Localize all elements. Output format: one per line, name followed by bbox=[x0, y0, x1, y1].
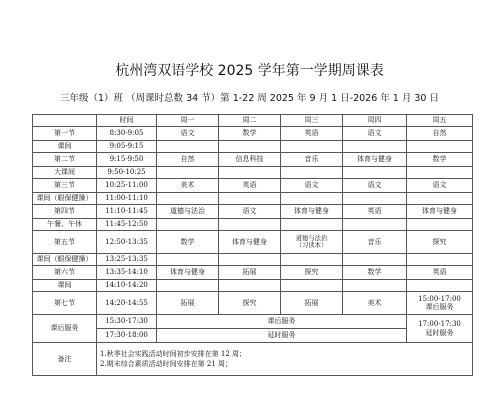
period-1-row bbox=[33, 127, 473, 141]
timetable bbox=[32, 114, 473, 376]
class-cell: 拓展 bbox=[281, 292, 343, 315]
period-3-row bbox=[33, 179, 473, 193]
period-label: 第一节 bbox=[33, 127, 97, 141]
header-fri: 周五 bbox=[407, 115, 473, 127]
break-label: 大课间 bbox=[33, 167, 97, 179]
break-time: 11:45-12:50 bbox=[97, 219, 157, 231]
class-cell: 音乐 bbox=[281, 153, 343, 167]
note-line: 2.期末综合素质活动时间安排在第 21 周； bbox=[100, 360, 233, 368]
period-time: 9:15-9:50 bbox=[97, 153, 157, 167]
break-label: 课间 bbox=[33, 141, 97, 153]
period-label: 第二节 bbox=[33, 153, 97, 167]
period-label: 第三节 bbox=[33, 179, 97, 193]
class-cell: 体育与健身 bbox=[281, 205, 343, 219]
break-label: 课间（眼保健操） bbox=[33, 254, 97, 266]
class-cell: 自然 bbox=[407, 127, 473, 141]
period-6-row bbox=[33, 266, 473, 280]
period-time: 10:25-11:00 bbox=[97, 179, 157, 193]
friday-after-school-cell bbox=[407, 292, 473, 315]
break-time: 9:05-9:15 bbox=[97, 141, 157, 153]
period-time: 8:30-9:05 bbox=[97, 127, 157, 141]
class-cell: 英语 bbox=[281, 127, 343, 141]
class-cell: 美术 bbox=[157, 179, 219, 193]
class-cell: 英语 bbox=[343, 205, 407, 219]
header-tue: 周二 bbox=[219, 115, 281, 127]
header-row bbox=[33, 115, 473, 127]
class-cell: 探究 bbox=[281, 266, 343, 280]
break-label: 课间（眼保健操） bbox=[33, 193, 97, 205]
eye-exercise-row bbox=[33, 193, 473, 205]
break-row bbox=[33, 141, 473, 153]
friday-extended-cell bbox=[407, 315, 473, 343]
break-label: 午餐、午休 bbox=[33, 219, 97, 231]
class-cell: 语文 bbox=[157, 127, 219, 141]
break-time: 11:00-11:10 bbox=[97, 193, 157, 205]
class-cell: 语文 bbox=[219, 205, 281, 219]
service-time: 17:30-18:00 bbox=[97, 329, 157, 343]
class-cell: 拓展 bbox=[157, 292, 219, 315]
notes-label: 备注 bbox=[33, 343, 97, 376]
class-cell: 信息科技 bbox=[219, 153, 281, 167]
period-4-row bbox=[33, 205, 473, 219]
class-cell: 语文 bbox=[343, 179, 407, 193]
period-label: 第四节 bbox=[33, 205, 97, 219]
class-cell: 自然 bbox=[157, 153, 219, 167]
class-cell: 英语 bbox=[407, 266, 473, 280]
break-label: 课间 bbox=[33, 280, 97, 292]
class-cell: 美术 bbox=[343, 292, 407, 315]
break-time: 14:10-14:20 bbox=[97, 280, 157, 292]
period-time: 13:35-14:10 bbox=[97, 266, 157, 280]
class-cell: 数学 bbox=[157, 231, 219, 254]
extended-service: 延时服务 bbox=[157, 329, 407, 343]
notes-content bbox=[97, 343, 473, 376]
period-7-row bbox=[33, 292, 473, 315]
class-cell: 体育与健身 bbox=[407, 205, 473, 219]
break-time: 13:25-13:35 bbox=[97, 254, 157, 266]
lunch-row bbox=[33, 219, 473, 231]
service-time: 15:30-17:30 bbox=[97, 315, 157, 329]
after-school-row bbox=[33, 315, 473, 329]
class-info: 三年级（1）班 （周课时总数 34 节）第 1-22 周 2025 年 9 月 1 日-2026 年 1 月 30 日 bbox=[59, 93, 439, 104]
break-row bbox=[33, 280, 473, 292]
header-corner bbox=[33, 115, 97, 127]
class-cell: 英语 bbox=[219, 179, 281, 193]
class-cell: 拓展 bbox=[219, 266, 281, 280]
period-5-row bbox=[33, 231, 473, 254]
class-cell: 语文 bbox=[407, 179, 473, 193]
class-cell: 体育与健身 bbox=[219, 231, 281, 254]
service-label: 课后服务 bbox=[425, 303, 454, 311]
class-cell: 数学 bbox=[343, 266, 407, 280]
class-cell: 语文 bbox=[343, 127, 407, 141]
period-label: 第五节 bbox=[33, 231, 97, 254]
class-cell: 探究 bbox=[407, 231, 473, 254]
page-title: 杭州湾双语学校 2025 学年第一学期周课表 bbox=[115, 63, 384, 79]
class-cell: 音乐 bbox=[343, 231, 407, 254]
service-label: 延时服务 bbox=[425, 328, 454, 337]
period-time: 12:50-13:35 bbox=[97, 231, 157, 254]
header-mon: 周一 bbox=[157, 115, 219, 127]
class-cell: 探究 bbox=[219, 292, 281, 315]
header-time: 时间 bbox=[97, 115, 157, 127]
period-label: 第七节 bbox=[33, 292, 97, 315]
header-wed: 周三 bbox=[281, 115, 343, 127]
period-label: 第六节 bbox=[33, 266, 97, 280]
note-line: 1.秋季社会实践活动时间初步安排在第 12 周； bbox=[100, 349, 247, 358]
header-thu: 周四 bbox=[343, 115, 407, 127]
class-cell: 道德与法治 bbox=[157, 205, 219, 219]
period-time: 14:20-14:55 bbox=[97, 292, 157, 315]
period-time: 11:10-11:45 bbox=[97, 205, 157, 219]
big-break-row bbox=[33, 167, 473, 179]
class-cell: 数学 bbox=[407, 153, 473, 167]
class-cell-line: 道德与法治 bbox=[295, 234, 328, 242]
break-time: 9:50-10:25 bbox=[97, 167, 157, 179]
service-time: 17:00-17:30 bbox=[418, 320, 461, 329]
class-cell bbox=[281, 231, 343, 254]
class-cell: 体育与健身 bbox=[157, 266, 219, 280]
period-2-row bbox=[33, 153, 473, 167]
class-cell-line: （习读本） bbox=[295, 242, 328, 249]
class-cell: 语文 bbox=[281, 179, 343, 193]
service-time: 15:00-17:00 bbox=[418, 294, 461, 303]
notes-row bbox=[33, 343, 473, 376]
after-school-label: 课后服务 bbox=[33, 315, 97, 343]
class-cell: 数学 bbox=[219, 127, 281, 141]
after-school-service: 课后服务 bbox=[157, 315, 407, 329]
class-cell: 体育与健身 bbox=[343, 153, 407, 167]
eye-exercise-row bbox=[33, 254, 473, 266]
